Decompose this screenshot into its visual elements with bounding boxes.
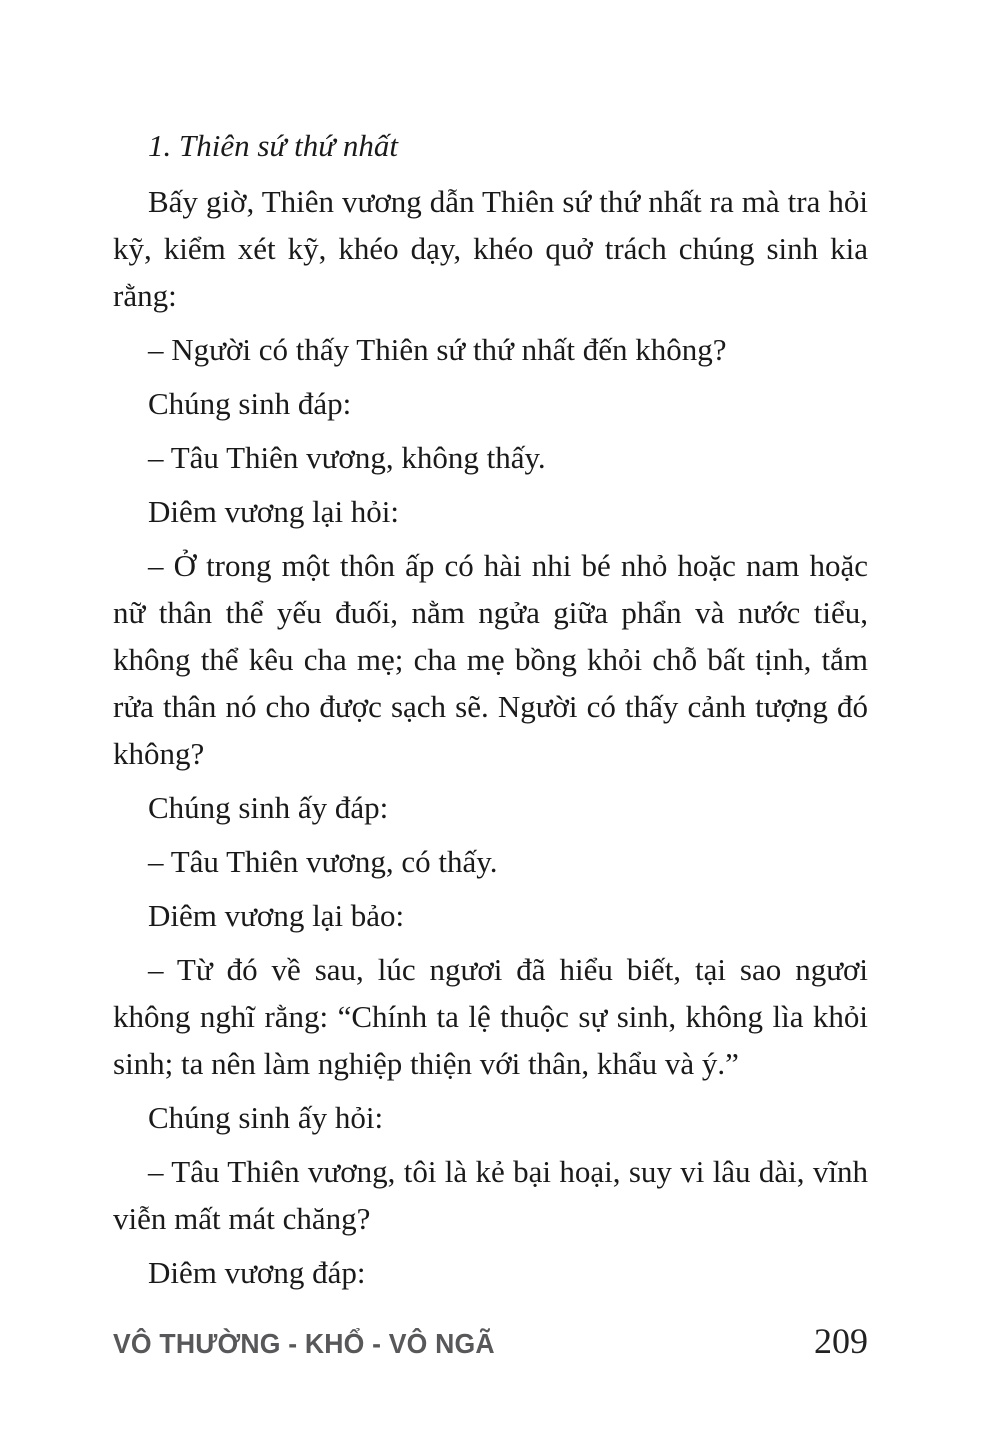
paragraph-dialogue-4: – Tâu Thiên vương, có thấy. xyxy=(148,844,498,879)
paragraph-narration-2: Chúng sinh đáp: xyxy=(148,386,352,421)
page-footer xyxy=(113,1320,868,1362)
paragraph-dialogue-3: – Ở trong một thôn ấp có hài nhi bé nhỏ hoặc nam hoặc nữ thân thể yếu đuối, nằm ngửa giữa phẩn và nước tiểu, không thể kêu cha mẹ; cha mẹ bồng khỏi chỗ bất tịnh, tắm rửa thân nó cho được sạch sẽ. Người có thấy cảnh tượng đó không? xyxy=(113,548,868,771)
paragraph-narration-7: Diêm vương đáp: xyxy=(148,1255,366,1290)
paragraph-narration-3: Diêm vương lại hỏi: xyxy=(148,494,400,529)
paragraph-dialogue-6: – Tâu Thiên vương, tôi là kẻ bại hoại, suy vi lâu dài, vĩnh viễn mất mát chăng? xyxy=(113,1154,868,1236)
paragraph-narration-1: Bấy giờ, Thiên vương dẫn Thiên sứ thứ nhất ra mà tra hỏi kỹ, kiểm xét kỹ, khéo dạy, khéo quở trách chúng sinh kia rằng: xyxy=(113,184,868,313)
paragraph-dialogue-2: – Tâu Thiên vương, không thấy. xyxy=(148,440,546,475)
paragraph-dialogue-1: – Người có thấy Thiên sứ thứ nhất đến không? xyxy=(148,332,727,367)
section-heading: 1. Thiên sứ thứ nhất xyxy=(148,128,398,163)
paragraph-narration-6: Chúng sinh ấy hỏi: xyxy=(148,1100,384,1135)
running-footer-book-title: VÔ THƯỜNG - KHỔ - VÔ NGÃ xyxy=(113,1328,495,1359)
page-number: 209 xyxy=(814,1321,868,1361)
paragraph-narration-5: Diêm vương lại bảo: xyxy=(148,898,405,933)
paragraph-dialogue-5: – Từ đó về sau, lúc ngươi đã hiểu biết, tại sao ngươi không nghĩ rằng: “Chính ta lệ thuộc sự sinh, không lìa khỏi sinh; ta nên làm nghiệp thiện với thân, khẩu và ý.” xyxy=(113,952,868,1081)
page-content xyxy=(113,122,868,1303)
paragraph-narration-4: Chúng sinh ấy đáp: xyxy=(148,790,389,825)
